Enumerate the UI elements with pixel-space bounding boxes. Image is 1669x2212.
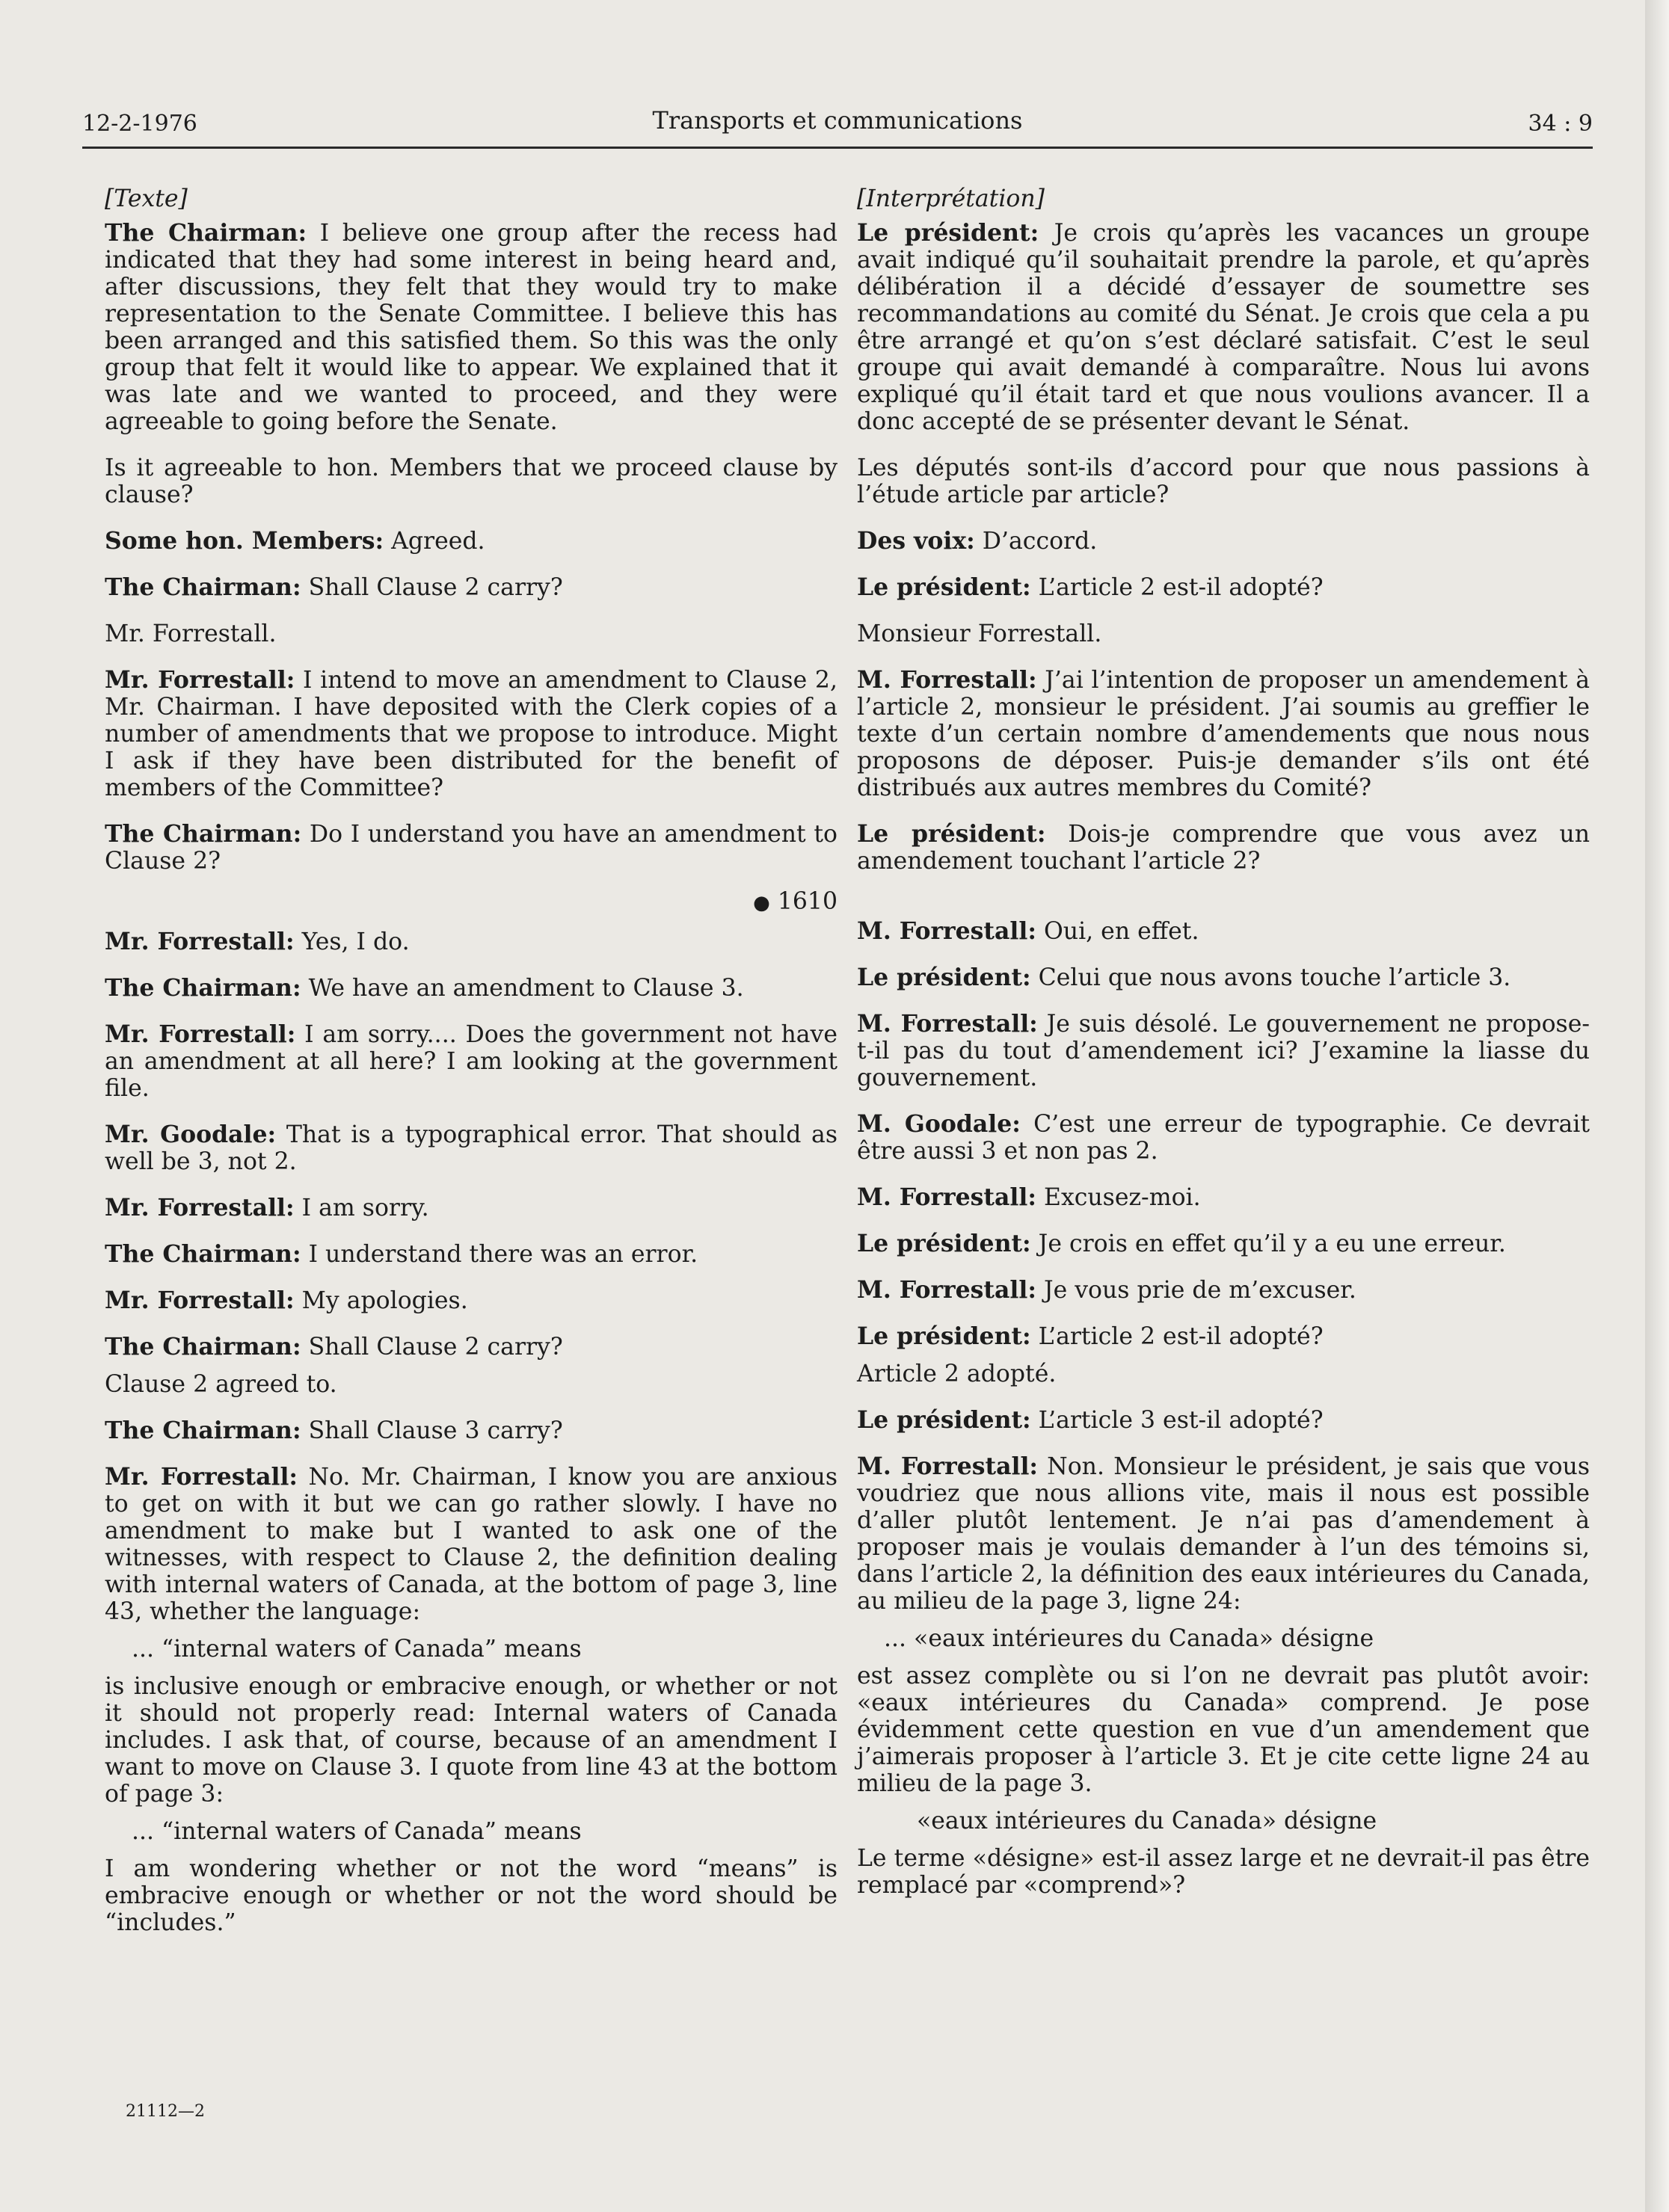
paragraph [857,1230,1590,1257]
speaker: The Chairman: [105,573,301,601]
column-heading: [Texte] [105,185,188,212]
paragraph: Les députés sont-ils d’accord pour que nous passions à l’étude article par article? [857,455,1590,508]
speaker: M. Forrestall: [857,666,1037,694]
speech: Celui que nous avons touche l’article 3. [1030,964,1511,991]
paragraph [105,574,837,601]
speech: L’article 2 est-il adopté? [1030,1323,1324,1350]
paragraph: Monsieur Forrestall. [857,620,1102,647]
paragraph: Le terme «désigne» est-il assez large et ne devrait-il pas être remplacé par «comprend»? [857,1845,1590,1899]
paragraph [105,1417,837,1444]
header-title: Transports et communications [652,106,1023,135]
french-column [857,185,1590,1918]
time-marker [105,888,837,916]
speech: Do I understand you have an amendment to Clause 2? [105,821,837,875]
speech: I am sorry.... Does the government not have an amendment at all here? I am looking at the government file. [105,1021,837,1102]
speaker: Le président: [857,219,1039,247]
speech: Dois-je comprendre que vous avez un amendement touchant l’article 2? [857,821,1590,875]
speaker: Le président: [857,1322,1031,1350]
speaker: The Chairman: [105,1333,301,1361]
speech: Je crois en effet qu’il y a eu une erreur. [1030,1230,1506,1257]
paragraph [105,928,837,955]
paragraph: Mr. Forrestall. [105,620,277,647]
speaker: The Chairman: [105,1417,301,1444]
speaker: Des voix: [857,527,975,555]
paragraph [857,528,1590,555]
paragraph [857,574,1590,601]
speaker: Le président: [857,1406,1031,1434]
speech: We have an amendment to Clause 3. [301,975,744,1002]
speech: Je vous prie de m’excuser. [1036,1277,1356,1304]
speech: D’accord. [974,528,1098,555]
speech: Je crois qu’après les vacances un groupe avait indiqué qu’il souhaitait prendre la parole, et qu’après délibération il a décidé d’essayer de soumettre ses recommandations au comité du Sénat. Je crois que cela a pu être arrangé et qu’on s’est déclaré satisfait. C’est le seul groupe qui avait demandé à comparaître. Nous lui avons expliqué qu’il était tard et que nous voulions avancer. Il a donc accepté de se présenter devant le Sénat. [857,220,1590,435]
header-page-number: 34 : 9 [1528,111,1593,137]
bullet-icon: ● [753,892,770,914]
paragraph [105,1121,837,1175]
speech: Non. Monsieur le président, je sais que vous voudriez que nous allions vite, mais il nous est possible d’aller plutôt lentement. Je n’ai pas d’amendement à proposer mais je voulais demander à l’un des témoins si, dans l’article 2, la définition des eaux intérieures du Canada, au milieu de la page 3, ligne 24: [857,1453,1590,1615]
page-header [82,106,1593,142]
speaker: M. Forrestall: [857,1452,1039,1480]
speaker: Mr. Forrestall: [105,928,295,955]
speech: Shall Clause 2 carry? [301,1334,563,1361]
speaker: Mr. Goodale: [105,1121,277,1148]
speech: L’article 2 est-il adopté? [1030,574,1324,601]
block-quote: ... «eaux intérieures du Canada» désigne [884,1625,1374,1652]
speaker: M. Forrestall: [857,1010,1038,1038]
speech: Yes, I do. [294,928,410,955]
paragraph [857,1323,1590,1350]
paragraph [105,1464,837,1625]
speech: Agreed. [384,528,485,555]
block-quote: ... “internal waters of Canada” means [132,1636,582,1663]
page-edge [1645,0,1669,2212]
time-marker-value: 1610 [777,888,837,915]
speaker: Mr. Forrestall: [105,1463,298,1491]
block-quote: ... “internal waters of Canada” means [132,1818,582,1845]
paragraph: Clause 2 agreed to. [105,1371,337,1398]
english-column [105,185,837,1956]
speech: No. Mr. Chairman, I know you are anxious to get on with it but we can go rather slowly. I have no amendment to make but I wanted to ask one of the witnesses, with respect to Clause 2, the definition dealing with internal waters of Canada, at the bottom of page 3, line 43, whether the language: [105,1464,837,1625]
paragraph [105,1021,837,1102]
paragraph [105,975,837,1002]
speaker: Some hon. Members: [105,527,384,555]
speech: I believe one group after the recess had indicated that they had some interest in being heard and, after discussions, they felt that they would try to make representation to the Senate Committee. I believe this has been arranged and this satisfied them. So this was the only group that felt it would like to appear. We explained that it was late and we wanted to proceed, and they were agreeable to going before the Senate. [105,220,837,435]
speaker: M. Forrestall: [857,1276,1036,1304]
speech: J’ai l’intention de proposer un amendement à l’article 2, monsieur le président. J’ai soumis au greffier le texte d’un certain nombre d’amendements que nous nous proposons de déposer. Puis-je demander s’ils ont été distribués aux autres membres du Comité? [857,667,1590,801]
speaker: M. Forrestall: [857,917,1036,945]
header-rule [82,147,1593,149]
print-code: 21112—2 [126,2102,205,2121]
paragraph [857,1184,1590,1211]
speech: Excusez-moi. [1036,1184,1201,1211]
speaker: Le président: [857,820,1046,848]
paragraph: I am wondering whether or not the word “means” is embracive enough or whether or not the word should be “includes.” [105,1855,837,1936]
speech: Je suis désolé. Le gouvernement ne propose-t-il pas du tout d’amendement ici? J’examine la liasse du gouvernement. [857,1011,1590,1091]
paragraph [857,918,1590,945]
paragraph [857,1407,1590,1434]
speaker: Mr. Forrestall: [105,1194,295,1221]
paragraph [857,1277,1590,1304]
paragraph: Article 2 adopté. [857,1361,1057,1387]
paragraph [857,1453,1590,1615]
speech: I intend to move an amendment to Clause 2, Mr. Chairman. I have deposited with the Clerk copies of a number of amendments that we propose to introduce. Might I ask if they have been distributed for the benefit of members of the Committee? [105,667,837,801]
speech: C’est une erreur de typographie. Ce devrait être aussi 3 et non pas 2. [857,1111,1590,1165]
paragraph [105,1195,837,1221]
speaker: M. Forrestall: [857,1183,1036,1211]
speech: My apologies. [294,1287,468,1314]
speaker: Le président: [857,964,1031,991]
paragraph [857,1011,1590,1091]
speech: Oui, en effet. [1036,918,1199,945]
paragraph: is inclusive enough or embracive enough, or whether or not it should not properly read: Internal waters of Canada includes. I ask that, of course, because of an amendment I want to move on Clause 3. I quote from line 43 at the bottom of page 3: [105,1673,837,1808]
speaker: Le président: [857,573,1031,601]
paragraph [105,1334,837,1361]
paragraph [105,220,837,435]
speaker: The Chairman: [105,974,301,1002]
column-heading: [Interprétation] [857,185,1045,212]
paragraph [105,667,837,801]
speaker: M. Goodale: [857,1110,1021,1138]
paragraph [857,1111,1590,1165]
paragraph [105,1287,837,1314]
speaker: Mr. Forrestall: [105,1287,295,1314]
paragraph [857,220,1590,435]
speaker: The Chairman: [105,219,307,247]
paragraph [857,821,1590,875]
speech: I am sorry. [294,1195,429,1221]
paragraph: est assez complète ou si l’on ne devrait pas plutôt avoir: «eaux intérieures du Canada» comprend. Je pose évidemment cette question en vue d’un amendement que j’aimerais proposer à l’article 3. Et je cite cette ligne 24 au milieu de la page 3. [857,1663,1590,1797]
header-date: 12-2-1976 [82,111,197,137]
paragraph: Is it agreeable to hon. Members that we proceed clause by clause? [105,455,837,508]
speech: I understand there was an error. [301,1241,698,1268]
paragraph [105,821,837,875]
paragraph [105,1241,837,1268]
speaker: The Chairman: [105,1240,301,1268]
speaker: Mr. Forrestall: [105,1020,296,1048]
speaker: Le président: [857,1230,1031,1257]
speech: Shall Clause 2 carry? [301,574,563,601]
speech: Shall Clause 3 carry? [301,1417,563,1444]
paragraph [105,528,837,555]
paragraph [857,964,1590,991]
speech: That is a typographical error. That should as well be 3, not 2. [105,1121,838,1175]
paragraph [857,667,1590,801]
speaker: Mr. Forrestall: [105,666,295,694]
speech: L’article 3 est-il adopté? [1030,1407,1324,1434]
block-quote: «eaux intérieures du Canada» désigne [917,1808,1377,1834]
speaker: The Chairman: [105,820,302,848]
